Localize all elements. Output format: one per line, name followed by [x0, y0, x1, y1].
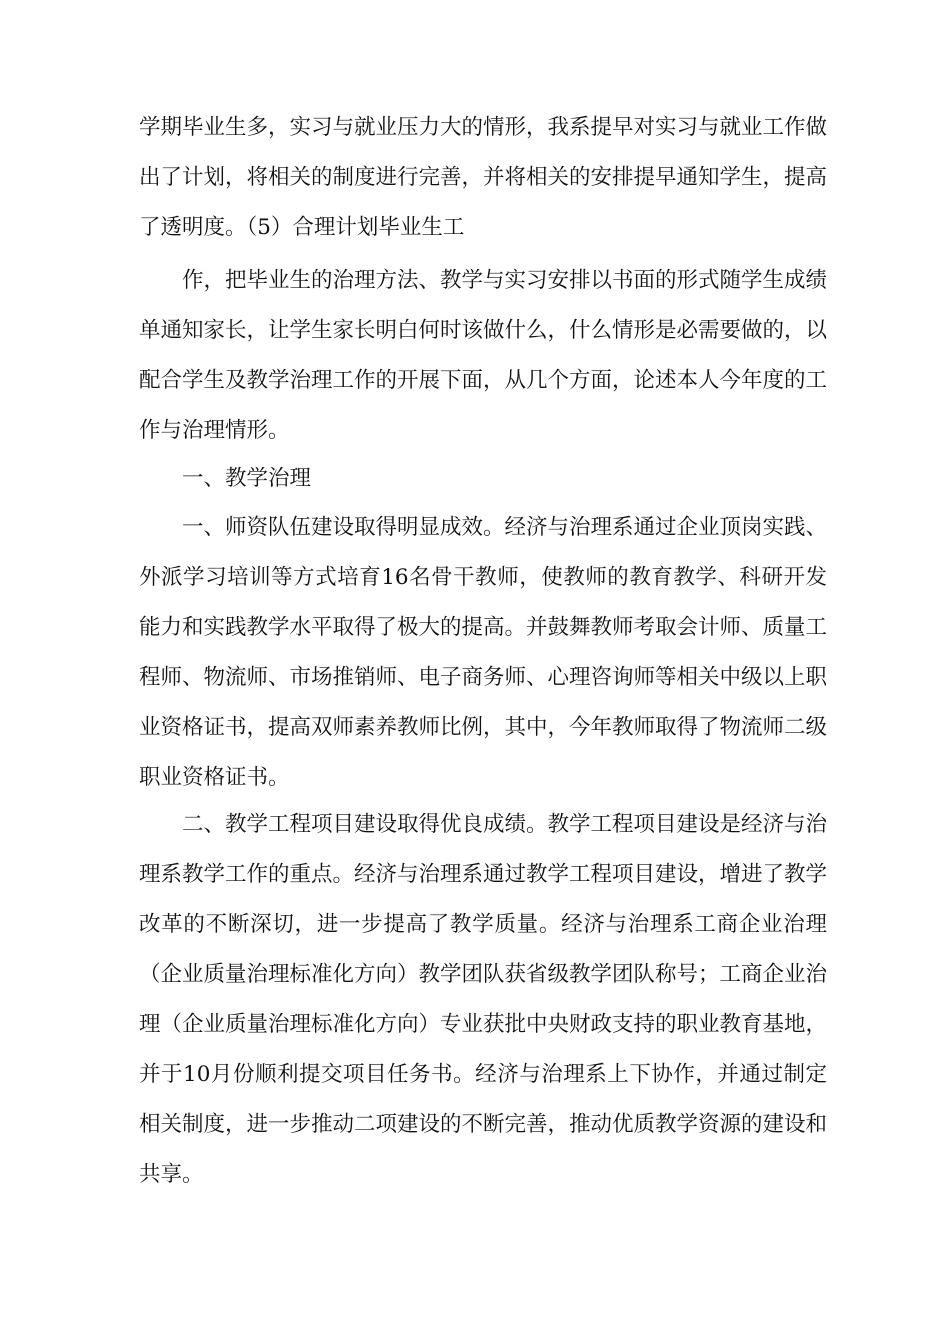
paragraph-engineering-projects: 二、教学工程项目建设取得优良成绩。教学工程项目建设是经济与治理系教学工作的重点。经济与治理系通过教学工程项目建设，增进了教学改革的不断深切，进一步提高了教学质量。经济与治理系工商企业治理（企业质量治理标准化方向）教学团队获省级教学团队称号；工商企业治理（企业质量治理标准化方向）专业获批中央财政支持的职业教育基地，并于10月份顺利提交项目任务书。经济与治理系上下协作，并通过制定相关制度，进一步推动二项建设的不断完善，推动优质教学资源的建设和共享。 [139, 812, 828, 1187]
paragraph-continuation: 学期毕业生多，实习与就业压力大的情形，我系提早对实习与就业工作做出了计划，将相关的制度进行完善，并将相关的安排提早通知学生，提高了透明度。（5）合理计划毕业生工 [139, 115, 828, 240]
section-heading-teaching-management: 一、教学治理 [182, 466, 312, 491]
paragraph-faculty-building: 一、师资队伍建设取得明显成效。经济与治理系通过企业顶岗实践、外派学习培训等方式培育16名骨干教师，使教师的教育教学、科研开发能力和实践教学水平取得了极大的提高。并鼓舞教师考取会计师、质量工程师、物流师、市场推销师、电子商务师、心理咨询师等相关中级以上职业资格证书，提高双师素养教师比例，其中，今年教师取得了物流师二级职业资格证书。 [139, 515, 828, 790]
paragraph-work-arrangement: 作，把毕业生的治理方法、教学与实习安排以书面的形式随学生成绩单通知家长，让学生家长明白何时该做什么，什么情形是必需要做的，以配合学生及教学治理工作的开展下面，从几个方面，论述本人今年度的工作与治理情形。 [139, 268, 828, 443]
